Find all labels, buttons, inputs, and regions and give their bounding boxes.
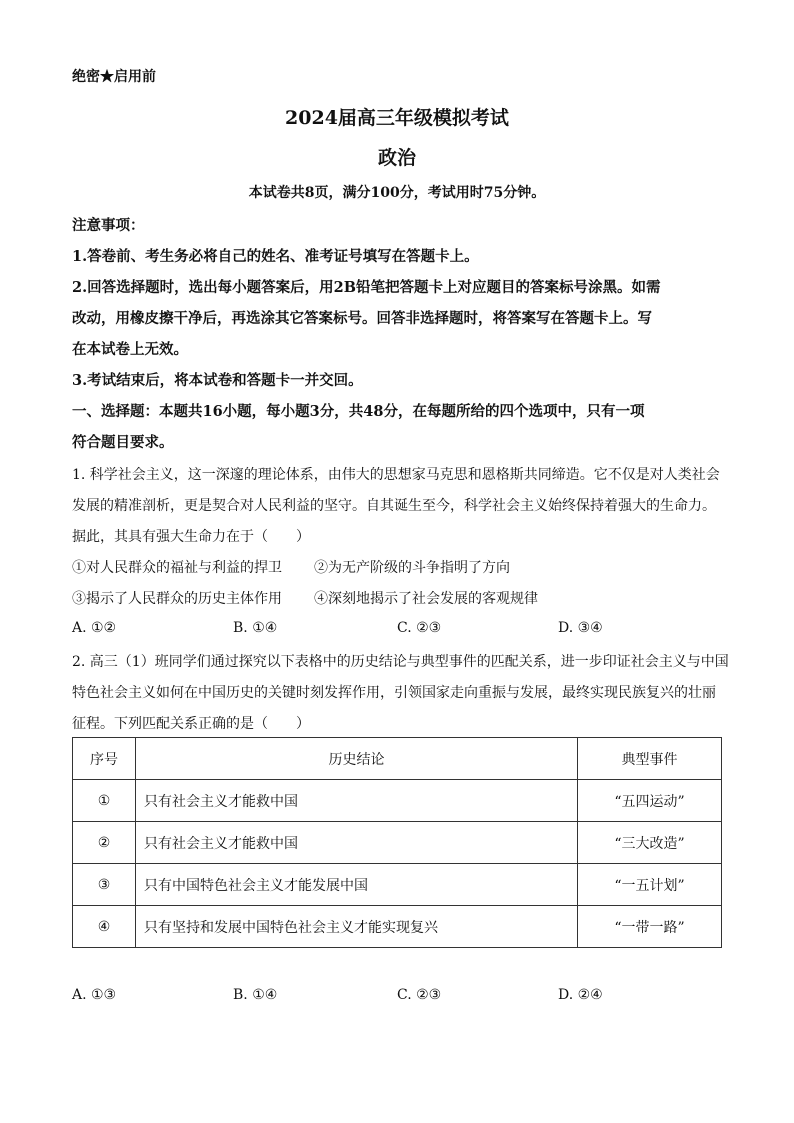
q2-stem-line-2: 特色社会主义如何在中国历史的关键时刻发挥作用，引领国家走向重振与发展，最终实现民族复兴的壮丽 — [72, 685, 716, 701]
q1-option-c[interactable]: C. ②③ — [397, 620, 442, 636]
row-event: “三大改造” — [578, 822, 722, 864]
q1-stem-line-3: 据此，其具有强大生命力在于（ ） — [72, 529, 310, 545]
q1-option-a[interactable]: A. ①② — [72, 620, 117, 636]
q1-statement-3: ③揭示了人民群众的历史主体作用 — [72, 591, 282, 607]
row-index: ③ — [73, 864, 136, 906]
exam-info: 本试卷共8页，满分100分，考试用时75分钟。 — [248, 185, 546, 201]
exam-title: 2024届高三年级模拟考试 — [285, 107, 509, 129]
note-item-2-line-2: 改动，用橡皮擦干净后，再选涂其它答案标号。回答非选择题时，将答案写在答题卡上。写 — [72, 310, 652, 327]
q1-statement-1: ①对人民群众的福祉与利益的捍卫 — [72, 560, 282, 576]
row-conclusion: 只有社会主义才能救中国 — [136, 780, 578, 822]
history-table — [72, 737, 722, 948]
q2-stem-line-3: 征程。下列匹配关系正确的是（ ） — [72, 716, 310, 732]
q1-stem-line-2: 发展的精准剖析，更是契合对人民利益的坚守。自其诞生至今，科学社会主义始终保持着强大的生命力。 — [72, 498, 716, 514]
row-conclusion: 只有社会主义才能救中国 — [136, 822, 578, 864]
q1-stem-line-1: 1. 科学社会主义，这一深邃的理论体系，由伟大的思想家马克思和恩格斯共同缔造。它不仅是对人类社会 — [72, 467, 720, 483]
secret-mark: 绝密★启用前 — [72, 69, 156, 85]
q2-option-b[interactable]: B. ①④ — [233, 987, 278, 1003]
q1-option-b[interactable]: B. ①④ — [233, 620, 278, 636]
note-item-2-line-1: 2.回答选择题时，选出每小题答案后，用2B铅笔把答题卡上对应题目的答案标号涂黑。如需 — [72, 279, 661, 296]
row-event: “五四运动” — [578, 780, 722, 822]
row-conclusion: 只有中国特色社会主义才能发展中国 — [136, 864, 578, 906]
row-index: ① — [73, 780, 136, 822]
table-header-row — [73, 738, 722, 780]
q2-option-d[interactable]: D. ②④ — [558, 987, 603, 1003]
table-row — [73, 906, 722, 948]
q1-statement-4: ④深刻地揭示了社会发展的客观规律 — [314, 591, 538, 607]
row-event: “一五计划” — [578, 864, 722, 906]
note-item-3: 3.考试结束后，将本试卷和答题卡一并交回。 — [72, 372, 363, 389]
q2-option-c[interactable]: C. ②③ — [397, 987, 442, 1003]
note-item-2-line-3: 在本试卷上无效。 — [72, 341, 188, 358]
row-index: ④ — [73, 906, 136, 948]
note-item-1: 1.答卷前、考生务必将自己的姓名、准考证号填写在答题卡上。 — [72, 248, 479, 265]
q2-option-a[interactable]: A. ①③ — [72, 987, 117, 1003]
row-conclusion: 只有坚持和发展中国特色社会主义才能实现复兴 — [136, 906, 578, 948]
q2-stem-line-1: 2. 高三（1）班同学们通过探究以下表格中的历史结论与典型事件的匹配关系，进一步印证社会主义与中国 — [72, 654, 729, 670]
header-index: 序号 — [73, 738, 136, 780]
section-heading-line-2: 符合题目要求。 — [72, 434, 174, 451]
section-heading-line-1: 一、选择题：本题共16小题，每小题3分，共48分，在每题所给的四个选项中，只有一项 — [72, 403, 645, 420]
subject-title: 政治 — [377, 147, 416, 169]
q1-statement-2: ②为无产阶级的斗争指明了方向 — [314, 560, 510, 576]
q1-option-d[interactable]: D. ③④ — [558, 620, 603, 636]
row-index: ② — [73, 822, 136, 864]
row-event: “一带一路” — [578, 906, 722, 948]
table-row — [73, 822, 722, 864]
table-row — [73, 864, 722, 906]
header-event: 典型事件 — [578, 738, 722, 780]
header-conclusion: 历史结论 — [136, 738, 578, 780]
notes-heading: 注意事项： — [72, 217, 145, 234]
table-row — [73, 780, 722, 822]
